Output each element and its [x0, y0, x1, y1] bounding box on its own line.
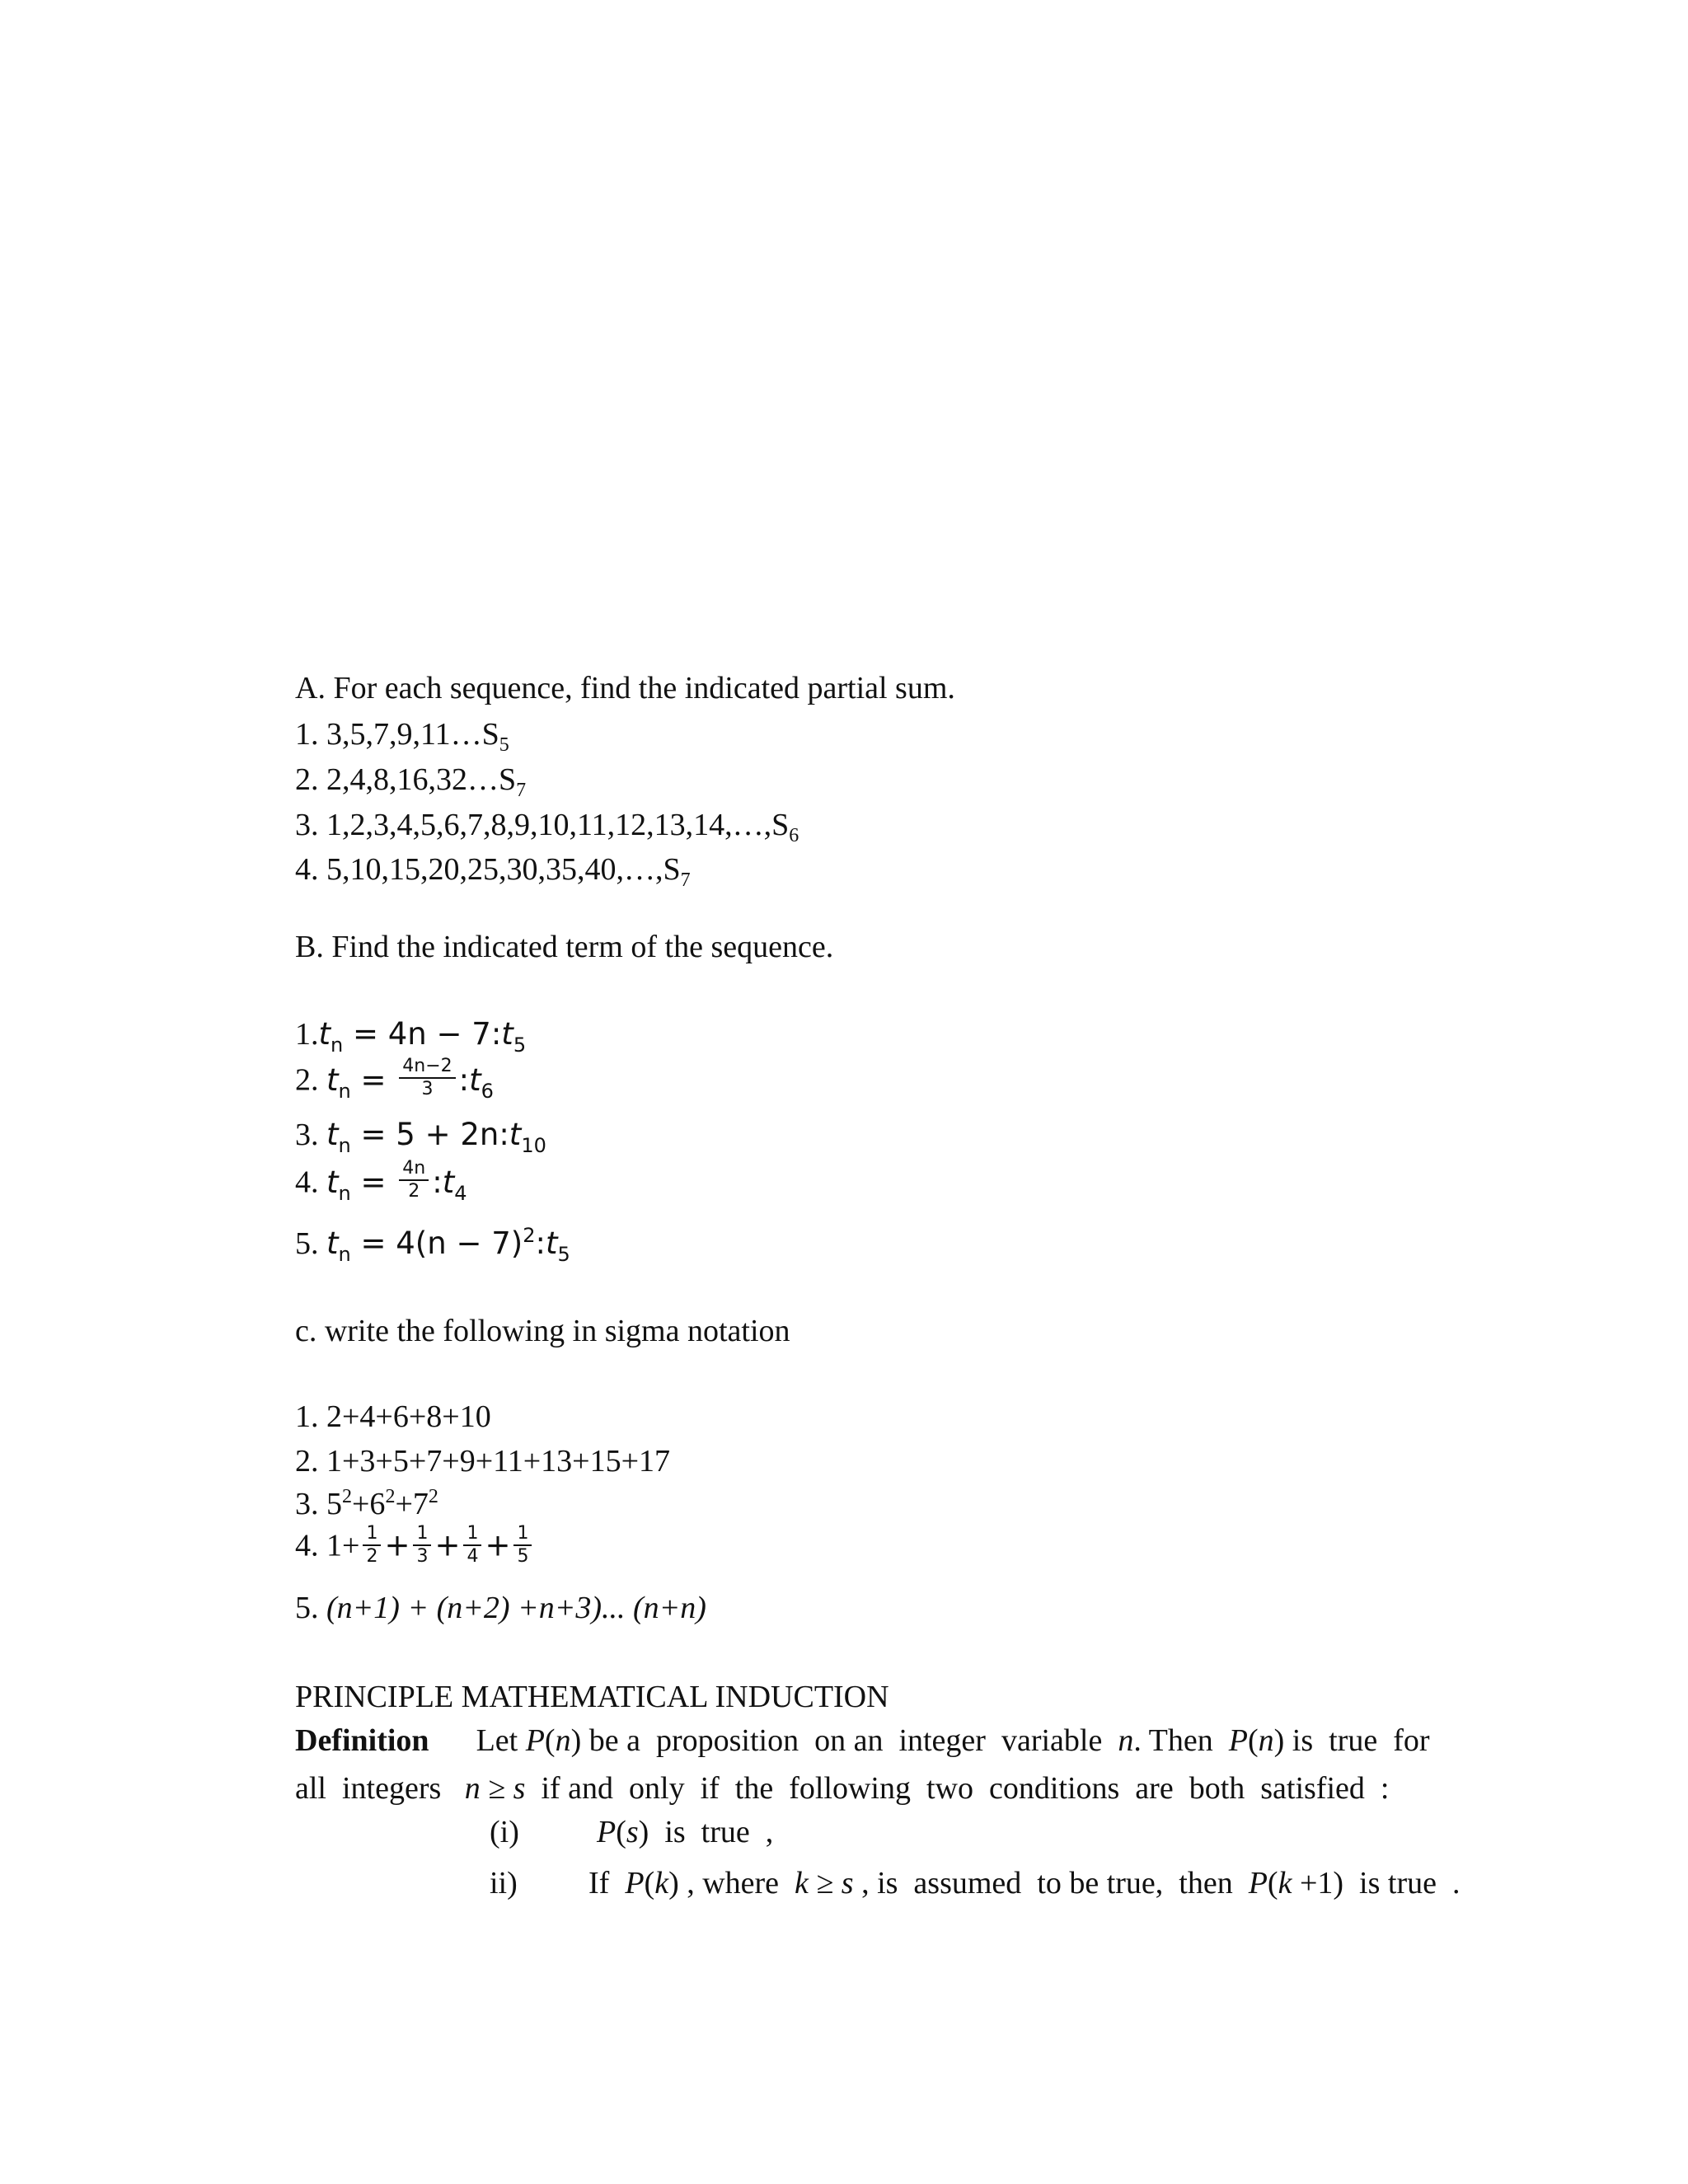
item-expression: (n+1) + (n+2) +n+3)... (n+n): [326, 1591, 706, 1625]
symbol: P: [625, 1866, 645, 1900]
symbol: n ≥ s: [464, 1771, 526, 1806]
fraction: [363, 1523, 381, 1568]
equals-sign: =: [350, 1226, 396, 1261]
section-c-item-1: 1. 2+4+6+8+10: [295, 1399, 491, 1434]
fraction-numerator: 1: [513, 1523, 532, 1546]
definition-line-2: [295, 1773, 1389, 1804]
plus-sign: +: [485, 1527, 511, 1563]
symbol: k ≥ s: [795, 1866, 854, 1900]
item-text: 2. 2,4,8,16,32…S: [295, 762, 517, 797]
separator: :: [458, 1062, 470, 1098]
item-number: 1.: [295, 1017, 319, 1052]
text: (: [616, 1815, 626, 1849]
target-symbol: t: [509, 1117, 522, 1152]
target-symbol: t: [469, 1062, 481, 1098]
exponent: 2: [428, 1486, 438, 1507]
item-prefix: 4. 1+: [295, 1528, 360, 1563]
definition-label: Definition: [295, 1723, 429, 1758]
fraction-denominator: 5: [517, 1546, 529, 1567]
condition-text: [597, 1816, 773, 1848]
target-symbol: t: [442, 1164, 455, 1200]
text: ) is true for: [1273, 1723, 1430, 1758]
separator: :: [490, 1016, 502, 1052]
symbol: k: [1278, 1866, 1292, 1900]
term-subscript: n: [338, 1181, 351, 1205]
equals-sign: =: [350, 1164, 396, 1200]
separator: :: [432, 1164, 443, 1200]
text: (: [544, 1723, 556, 1758]
item-text: 4. 5,10,15,20,25,30,35,40,…,S: [295, 852, 681, 887]
section-c-item-5: [295, 1592, 706, 1624]
text: (: [644, 1866, 655, 1900]
equals-sign: =: [343, 1016, 388, 1052]
item-number: 4.: [295, 1165, 326, 1200]
plus-sign: +: [384, 1527, 410, 1563]
section-c-item-3: [295, 1488, 438, 1520]
text: all integers: [295, 1771, 465, 1806]
fraction: [413, 1523, 431, 1568]
term-symbol: t: [318, 1016, 331, 1052]
fraction-numerator: 4n−2: [399, 1056, 455, 1079]
fraction: [463, 1523, 481, 1568]
text: (: [1267, 1866, 1278, 1900]
symbol: n: [1258, 1723, 1274, 1758]
text: +1) is true .: [1292, 1866, 1461, 1900]
fraction-denominator: 3: [416, 1546, 429, 1567]
section-a-item-3: [295, 808, 799, 846]
definition-line-1: [295, 1725, 1430, 1756]
fraction-denominator: 2: [408, 1181, 420, 1202]
formula: 4(n − 7): [396, 1226, 523, 1261]
target-symbol: t: [501, 1016, 513, 1052]
text: Let: [476, 1723, 526, 1758]
fraction-numerator: 1: [463, 1523, 481, 1546]
target-subscript: 5: [513, 1033, 527, 1057]
section-c-heading: c. write the following in sigma notation: [295, 1314, 790, 1348]
fraction: [399, 1056, 455, 1100]
symbol: n: [1118, 1723, 1134, 1758]
section-c-item-4: [295, 1523, 535, 1571]
separator: :: [535, 1226, 546, 1261]
section-a-item-4: [295, 852, 691, 891]
fraction: [399, 1158, 429, 1202]
target-subscript: 5: [557, 1243, 570, 1266]
pmi-heading: PRINCIPLE MATHEMATICAL INDUCTION: [295, 1680, 889, 1714]
section-c-item-2: 2. 1+3+5+7+9+11+13+15+17: [295, 1444, 671, 1479]
term-symbol: t: [326, 1164, 339, 1200]
symbol: P: [1248, 1866, 1268, 1900]
section-b-item-1: [295, 1016, 527, 1057]
formula: 4n − 7: [387, 1016, 491, 1052]
fraction-numerator: 1: [413, 1523, 431, 1546]
term: +7: [395, 1487, 429, 1521]
separator: :: [499, 1117, 509, 1152]
fraction-denominator: 4: [467, 1546, 479, 1567]
item-number: 2.: [295, 1062, 326, 1098]
term-symbol: t: [326, 1226, 339, 1261]
term: +6: [352, 1487, 386, 1521]
item-number: 5.: [295, 1226, 326, 1261]
fraction-denominator: 2: [366, 1546, 378, 1567]
section-b-item-5: [295, 1224, 570, 1266]
fraction-numerator: 1: [363, 1523, 381, 1546]
exponent: 2: [385, 1486, 396, 1507]
target-subscript: 4: [454, 1181, 467, 1205]
term-subscript: n: [338, 1079, 351, 1103]
text: ) be a proposition on an integer variable: [570, 1723, 1118, 1758]
text: , is assumed to be true, then: [853, 1866, 1249, 1900]
text: if and only if the following two conditions are both satisfied :: [525, 1771, 1390, 1806]
target-symbol: t: [545, 1226, 558, 1261]
term-subscript: n: [338, 1243, 351, 1266]
item-subscript: 7: [680, 869, 691, 891]
text: . Then: [1133, 1723, 1229, 1758]
condition-text: [588, 1868, 1460, 1899]
section-a-item-1: [295, 717, 509, 756]
text: ) is true ,: [638, 1815, 774, 1849]
term-symbol: t: [326, 1062, 339, 1098]
symbol: n: [555, 1723, 571, 1758]
symbol: P: [525, 1723, 545, 1758]
section-b-heading: B. Find the indicated term of the sequence.: [295, 930, 834, 964]
term-symbol: t: [326, 1117, 339, 1152]
text: ) , where: [668, 1866, 795, 1900]
formula: 5 + 2n: [396, 1117, 499, 1152]
section-b-item-4: [295, 1158, 467, 1206]
symbol: s: [626, 1815, 639, 1849]
formula-superscript: 2: [523, 1224, 536, 1247]
item-subscript: 6: [789, 825, 799, 846]
item-text: 3. 1,2,3,4,5,6,7,8,9,10,11,12,13,14,…,S: [295, 808, 790, 842]
item-number: 5.: [295, 1591, 326, 1625]
item-number: 3.: [295, 1118, 326, 1152]
item-text: 1. 3,5,7,9,11…S: [295, 717, 499, 752]
exponent: 2: [342, 1486, 352, 1507]
fraction-denominator: 3: [421, 1079, 434, 1099]
text: If: [588, 1866, 626, 1900]
item-subscript: 7: [516, 780, 527, 801]
equals-sign: =: [350, 1117, 396, 1152]
symbol: P: [597, 1815, 617, 1849]
section-b-item-3: [295, 1117, 546, 1157]
term-subscript: n: [331, 1033, 344, 1057]
term-subscript: n: [338, 1134, 351, 1157]
text: (: [1247, 1723, 1259, 1758]
condition-label: ii): [490, 1866, 518, 1900]
target-subscript: 10: [521, 1134, 546, 1157]
plus-sign: +: [434, 1527, 461, 1563]
fraction-numerator: 4n: [399, 1158, 429, 1181]
term: 3. 5: [295, 1487, 342, 1521]
symbol: P: [1228, 1723, 1248, 1758]
item-subscript: 5: [499, 734, 509, 756]
fraction: [513, 1523, 532, 1568]
section-a-heading: A. For each sequence, find the indicated partial sum.: [295, 671, 955, 705]
section-a-item-2: [295, 762, 527, 801]
target-subscript: 6: [481, 1079, 494, 1103]
condition-label: (i): [490, 1815, 519, 1849]
section-b-item-2: [295, 1056, 494, 1104]
symbol: k: [654, 1866, 669, 1900]
equals-sign: =: [350, 1062, 396, 1098]
